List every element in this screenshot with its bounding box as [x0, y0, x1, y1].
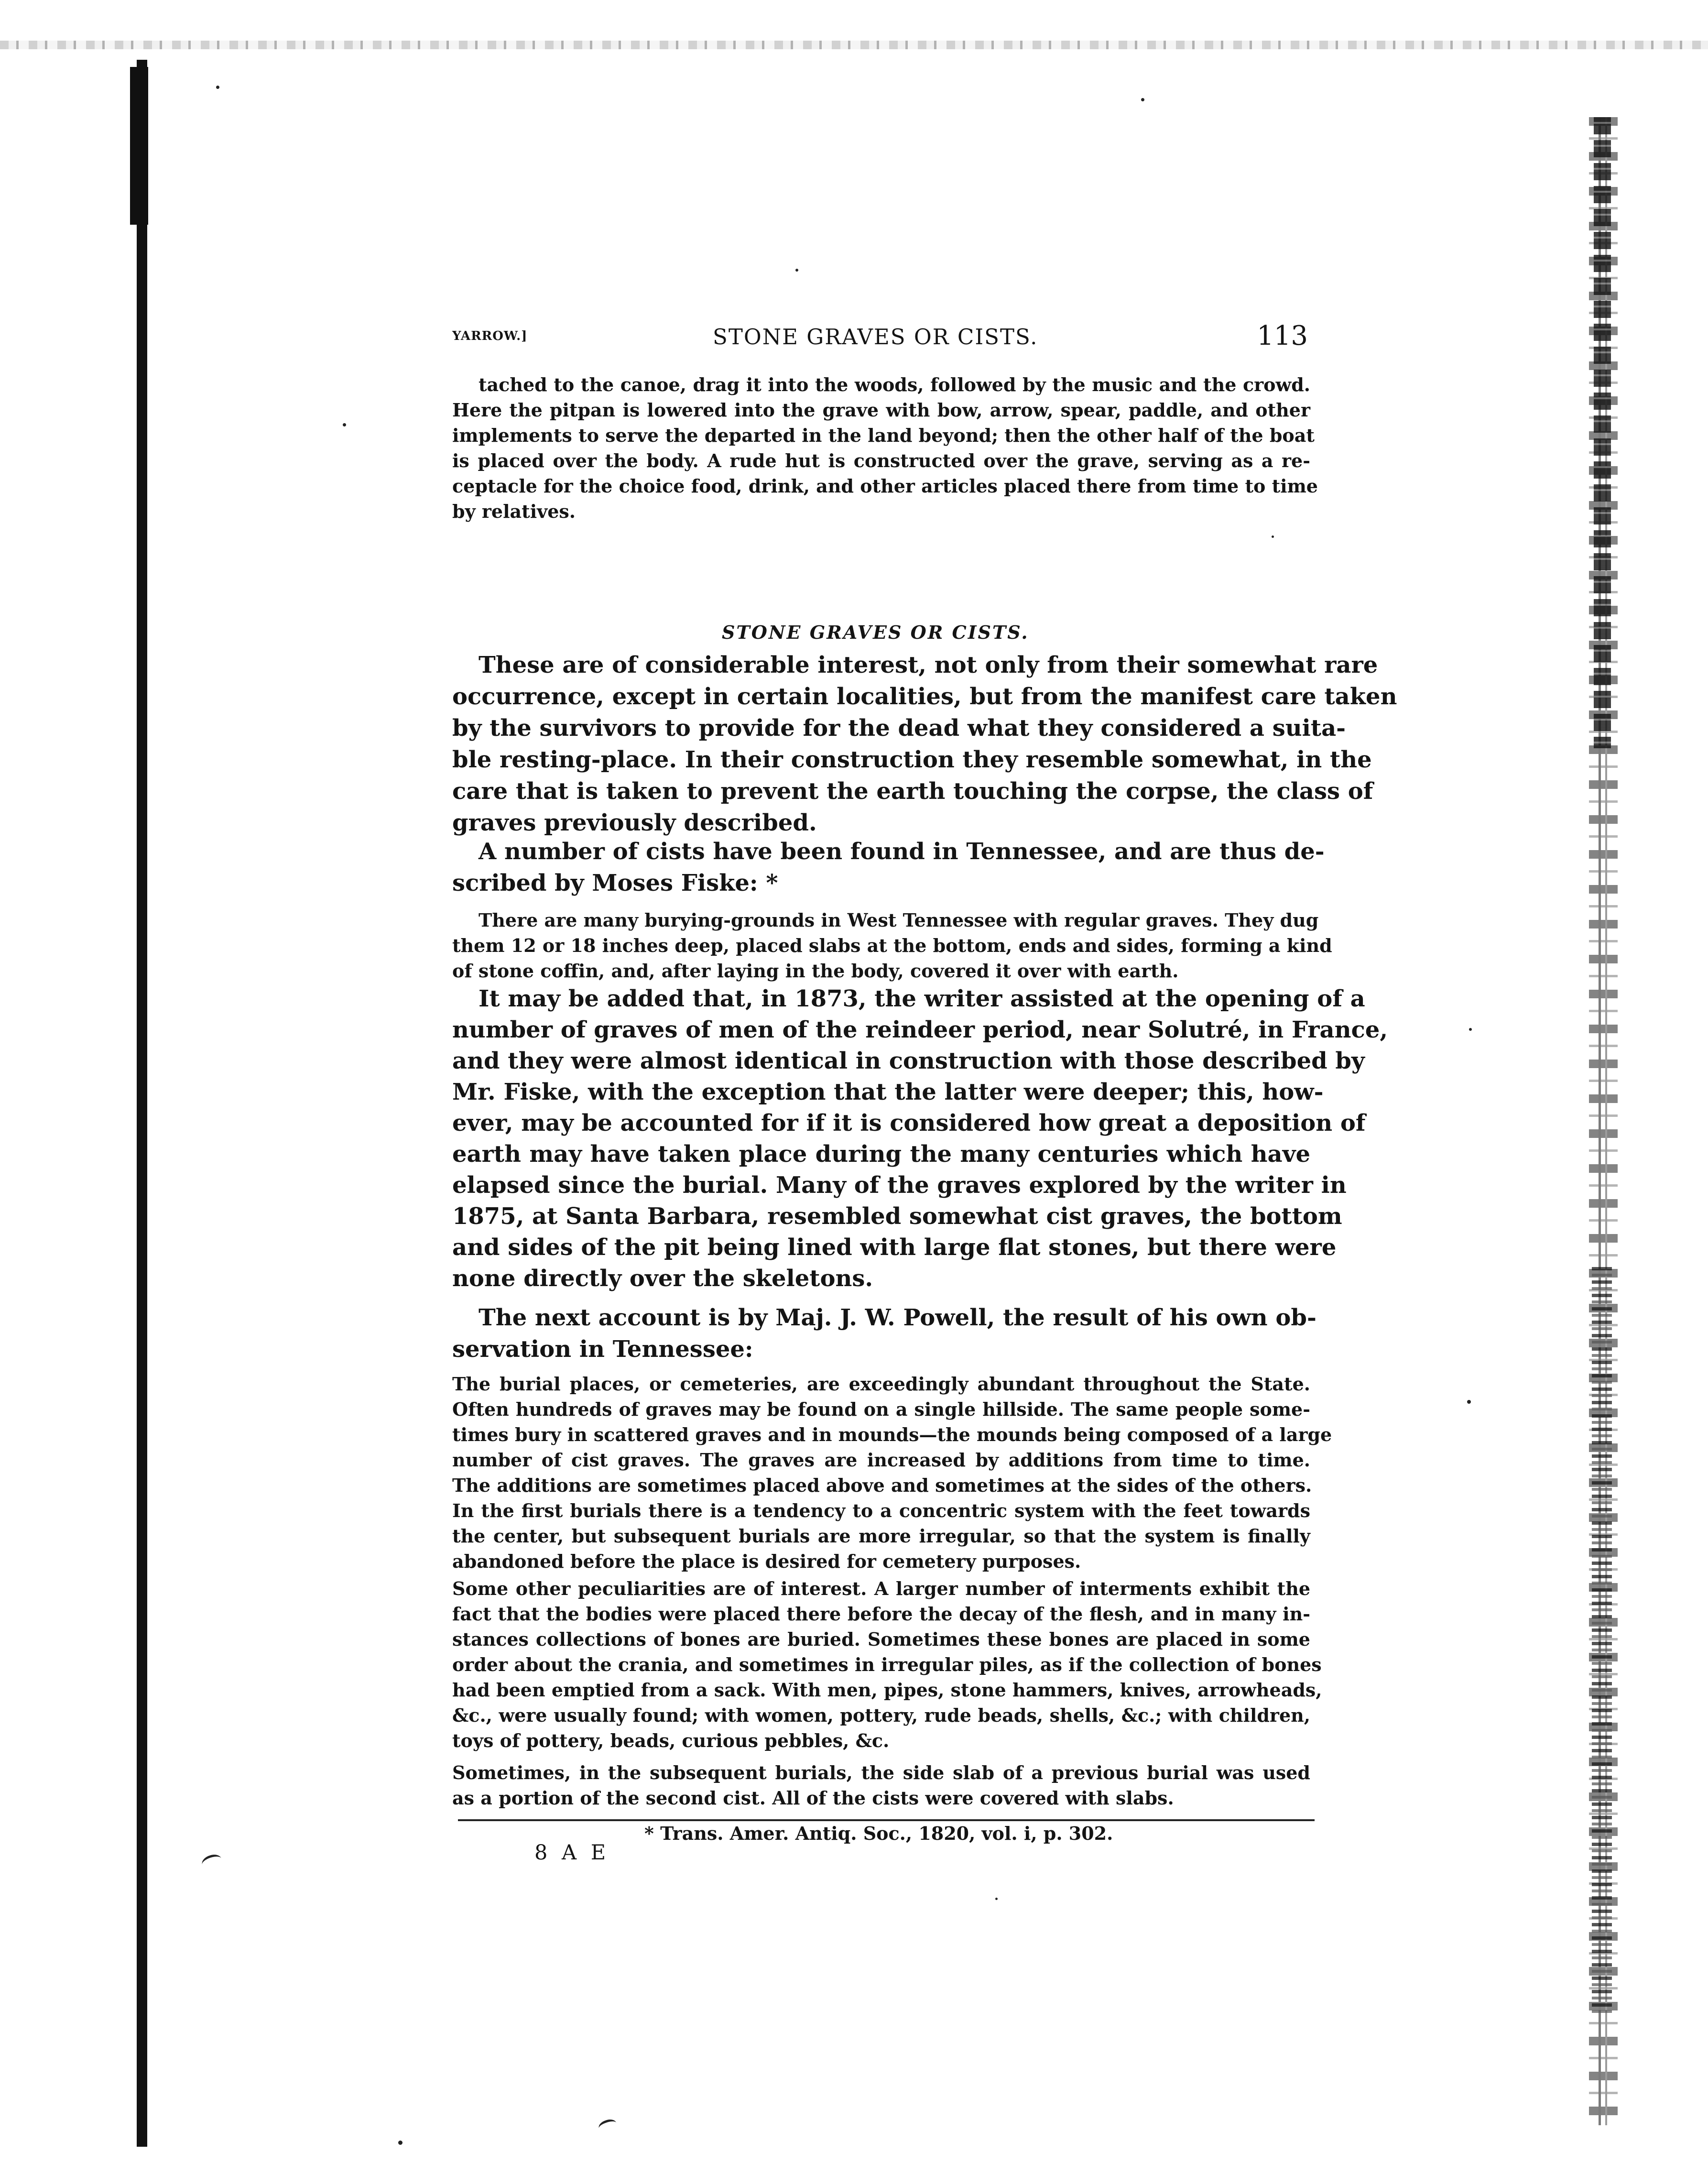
scan-mark [597, 2118, 618, 2134]
scan-top-edge [0, 41, 1708, 49]
text-line: number of graves of men of the reindeer period, near Solutré, in France, [452, 1016, 1388, 1043]
text-line: The burial places, or cemeteries, are exceedingly abundant throughout the State. [452, 1373, 1310, 1395]
text-line: number of cist graves. The graves are increased by additions from time to time. [452, 1449, 1310, 1471]
left-binding-shadow [137, 60, 147, 2147]
text-line: ceptacle for the choice food, drink, and other articles placed there from time to time [452, 475, 1318, 497]
left-binding-notch [130, 67, 148, 225]
text-line: as a portion of the second cist. All of the cists were covered with slabs. [452, 1787, 1174, 1809]
scan-speck [216, 86, 219, 89]
text-line: Some other peculiarities are of interest. A larger number of interments exhibit the [452, 1578, 1310, 1599]
text-line: servation in Tennessee: [452, 1336, 753, 1363]
scan-speck [1272, 535, 1274, 538]
running-title: STONE GRAVES OR CISTS. [713, 324, 1038, 350]
quoted-paragraph-3 [452, 1576, 1322, 1753]
text-line: them 12 or 18 inches deep, placed slabs at the bottom, ends and sides, forming a kind [452, 935, 1332, 956]
text-line: implements to serve the departed in the land beyond; then the other half of the boat [452, 425, 1315, 446]
text-line: stances collections of bones are buried. Sometimes these bones are placed in some [452, 1628, 1310, 1650]
quoted-paragraph-4 [452, 1760, 1310, 1811]
text-line: occurrence, except in certain localities, but from the manifest care taken [452, 683, 1397, 710]
text-line: had been emptied from a sack. With men, pipes, stone hammers, knives, arrowheads, [452, 1679, 1322, 1701]
right-scan-edge-bottom [1592, 1267, 1612, 2013]
scan-speck [795, 269, 798, 272]
text-line: care that is taken to prevent the earth touching the corpse, the class of [452, 778, 1373, 805]
main-paragraph-1 [452, 649, 1397, 839]
text-line: is placed over the body. A rude hut is constructed over the grave, serving as a re- [452, 450, 1310, 471]
main-paragraph-4 [452, 1302, 1316, 1365]
text-line: A number of cists have been found in Tennessee, and are thus de- [479, 838, 1325, 865]
text-line: of stone coffin, and, after laying in the body, covered it over with earth. [452, 960, 1179, 982]
main-paragraph-3 [452, 983, 1388, 1294]
scan-speck [343, 423, 346, 426]
text-line: the center, but subsequent burials are more irregular, so that the system is finally [452, 1525, 1310, 1547]
text-line: The next account is by Maj. J. W. Powell, the result of his own ob- [479, 1304, 1316, 1331]
text-line: &c., were usually found; with women, pottery, rude beads, shells, &c.; with children, [452, 1704, 1310, 1726]
text-line: by the survivors to provide for the dead what they considered a suita- [452, 715, 1346, 742]
text-line: and they were almost identical in construction with those described by [452, 1048, 1365, 1074]
printer-signature: 8 A E [534, 1841, 610, 1865]
running-head [452, 320, 1308, 354]
scan-speck [1141, 98, 1144, 101]
text-line: toys of pottery, beads, curious pebbles, &c. [452, 1730, 890, 1751]
text-line: 1875, at Santa Barbara, resembled somewhat cist graves, the bottom [452, 1203, 1342, 1230]
running-author: YARROW.] [452, 329, 528, 343]
text-line: graves previously described. [452, 809, 817, 836]
text-line: times bury in scattered graves and in mounds—the mounds being composed of a large [452, 1424, 1332, 1445]
text-line: Often hundreds of graves may be found on a single hillside. The same people some- [452, 1398, 1310, 1420]
text-line: fact that the bodies were placed there before the decay of the flesh, and in many in- [452, 1603, 1310, 1625]
text-line: Here the pitpan is lowered into the grave with bow, arrow, spear, paddle, and other [452, 399, 1310, 421]
intro-paragraph [452, 372, 1318, 524]
text-line: abandoned before the place is desired for cemetery purposes. [452, 1551, 1081, 1572]
text-line: tached to the canoe, drag it into the woods, followed by the music and the crowd. [479, 374, 1310, 395]
text-line: ever, may be accounted for if it is considered how great a deposition of [452, 1110, 1366, 1136]
text-line: order about the crania, and sometimes in irregular piles, as if the collection of bones [452, 1654, 1322, 1675]
text-line: elapsed since the burial. Many of the graves explored by the writer in [452, 1172, 1347, 1199]
section-title: STONE GRAVES OR CISTS. [722, 621, 1029, 643]
text-line: and sides of the pit being lined with large flat stones, but there were [452, 1234, 1337, 1261]
text-line: In the first burials there is a tendency to a concentric system with the feet towards [452, 1500, 1310, 1521]
scan-speck [398, 2141, 403, 2145]
quoted-paragraph-1 [452, 907, 1332, 983]
footnote-rule [458, 1819, 1315, 1821]
text-line: These are of considerable interest, not only from their somewhat rare [479, 652, 1378, 678]
scan-mark [200, 1852, 223, 1871]
text-line: The additions are sometimes placed above and sometimes at the sides of the others. [452, 1475, 1312, 1496]
text-line: There are many burying-grounds in West Tennessee with regular graves. They dug [479, 909, 1319, 931]
scan-speck [995, 1898, 998, 1900]
scan-speck [1469, 1028, 1472, 1031]
text-line: Sometimes, in the subsequent burials, the side slab of a previous burial was used [452, 1762, 1310, 1783]
text-line: Mr. Fiske, with the exception that the latter were deeper; this, how- [452, 1079, 1324, 1105]
footnote: * Trans. Amer. Antiq. Soc., 1820, vol. i, p. 302. [644, 1823, 1113, 1844]
text-line: scribed by Moses Fiske: * [452, 870, 778, 896]
text-line: by relatives. [452, 501, 576, 522]
page-number: 113 [1257, 320, 1308, 351]
quoted-paragraph-2 [452, 1371, 1332, 1574]
right-scan-edge-top [1594, 117, 1611, 748]
text-line: ble resting-place. In their construction they resemble somewhat, in the [452, 746, 1372, 773]
main-paragraph-2 [452, 836, 1325, 899]
text-line: earth may have taken place during the many centuries which have [452, 1141, 1310, 1168]
scan-speck [1467, 1400, 1471, 1404]
text-line: It may be added that, in 1873, the writer assisted at the opening of a [479, 985, 1365, 1012]
text-line: none directly over the skeletons. [452, 1265, 873, 1292]
